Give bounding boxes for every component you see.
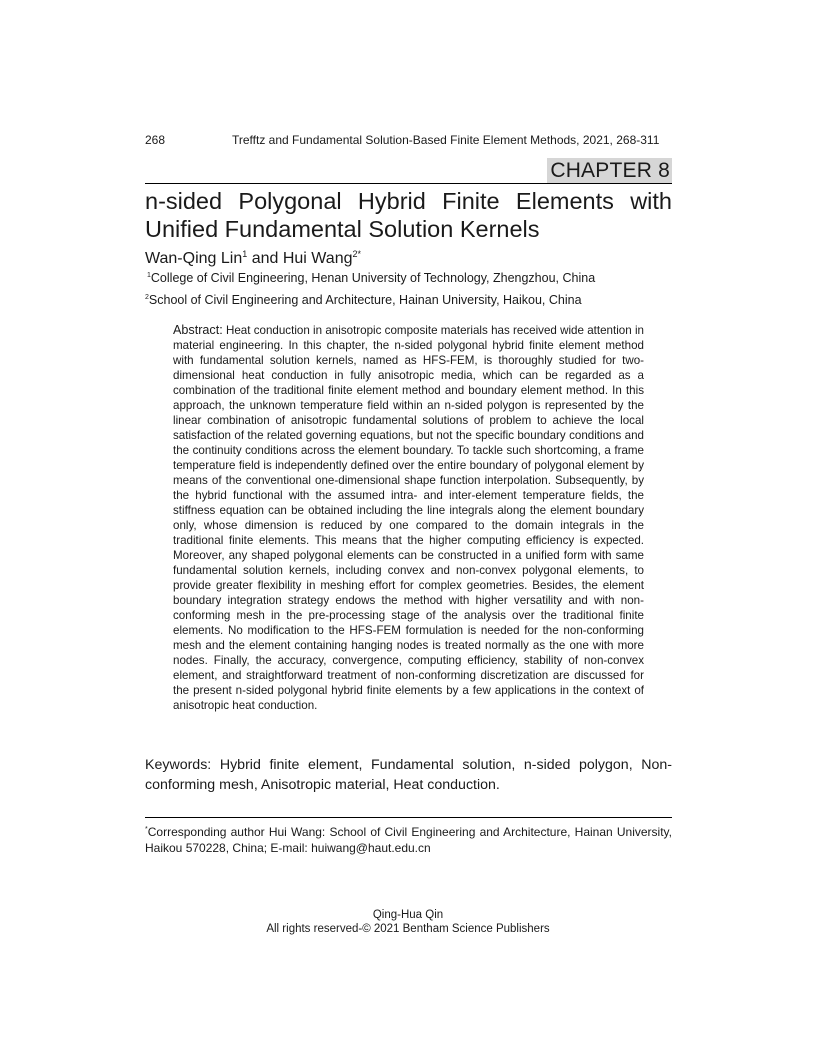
affiliation-mark: 1 xyxy=(147,272,151,279)
affiliation xyxy=(147,268,595,286)
footnote-rule xyxy=(145,817,672,818)
title-rule xyxy=(145,183,672,184)
abstract xyxy=(173,323,644,713)
chapter-title-line1: n-sided Polygonal Hybrid Finite Elements with xyxy=(145,188,672,214)
footnote xyxy=(145,822,672,856)
abstract-text: Heat conduction in anisotropic composite materials has received wide attention in material engineering. In this chapter, the n-sided polygonal hybrid finite element method with fundamental solution kernels, named as HFS-FEM, is thoroughly studied for two-dimensional heat conduction in fully anisotropic media, which can be regarded as a combination of the traditional finite element method and boundary element method. In this approach, the unknown temperature field within an n-sided polygon is represented by the linear combination of anisotropic fundamental solutions of problem to achieve the local satisfaction of the related governing equations, but not the specific boundary conditions and the continuity conditions across the element boundary. To tackle such shortcoming, a frame temperature field is independently defined over the entire boundary of polygonal element by means of the conventional one-dimensional shape function interpolation. Subsequently, by the hybrid functional with the assumed intra- and inter-element temperature fields, the stiffness equation can be obtained including the line integrals along the element boundary only, whose dimension is reduced by one compared to the domain integrals in the traditional finite elements. This means that the higher computing efficiency is expected. Moreover, any shaped polygonal elements can be constructed in a unified form with same fundamental solution kernels, including convex and non-convex polygonal elements, to provide greater flexibility in meshing effort for complex geometries. Besides, the element boundary integration strategy endows the method with higher versatility and with non-conforming mesh in the pre-processing stage of the analysis over the traditional finite elements. No modification to the HFS-FEM formulation is needed for the non-conforming mesh and the element containing hanging nodes is treated normally as the one with more nodes. Finally, the accuracy, convergence, computing efficiency, stability of non-convex element, and straightforward treatment of non-conforming discretization are discussed for the present n-sided polygonal hybrid finite elements by a few applications in the context of anisotropic heat conduction. xyxy=(173,324,644,712)
editor-name: Qing-Hua Qin xyxy=(372,909,444,921)
author-affiliation-mark: 2* xyxy=(352,249,362,259)
copyright-notice: All rights reserved-© 2021 Bentham Science Publishers xyxy=(266,923,550,935)
journal-reference: Trefftz and Fundamental Solution-Based Finite Element Methods, 2021, 268-311 xyxy=(232,133,660,147)
footnote-text: Corresponding author Hui Wang: School of Civil Engineering and Architecture, Hainan University, Haikou 570228, China; E-mail: huiwang@haut.edu.cn xyxy=(145,825,672,855)
affiliation xyxy=(145,290,582,308)
author-name: Hui Wang xyxy=(282,250,353,267)
footnote-mark: * xyxy=(145,826,148,833)
keywords-label: Keywords: xyxy=(145,757,212,773)
keywords-text: Hybrid finite element, Fundamental solution, n-sided polygon, Non-conforming mesh, Anisotropic material, Heat conduction. xyxy=(145,757,672,793)
keywords xyxy=(145,755,672,795)
chapter-title-line2: Unified Fundamental Solution Kernels xyxy=(145,216,540,242)
page-number: 268 xyxy=(145,133,166,147)
affiliation-mark: 2 xyxy=(145,294,149,301)
author-name: Wan-Qing Lin xyxy=(145,250,243,267)
affiliation-text: School of Civil Engineering and Architecture, Hainan University, Haikou, China xyxy=(148,293,582,307)
author-affiliation-mark: 1 xyxy=(242,249,248,259)
chapter-label: CHAPTER 8 xyxy=(547,158,672,183)
abstract-label: Abstract: xyxy=(173,323,223,337)
author-list xyxy=(145,244,361,269)
author-conjunction: and xyxy=(247,250,283,267)
chapter-title xyxy=(145,187,672,243)
affiliation-text: College of Civil Engineering, Henan University of Technology, Zhengzhou, China xyxy=(150,271,596,285)
